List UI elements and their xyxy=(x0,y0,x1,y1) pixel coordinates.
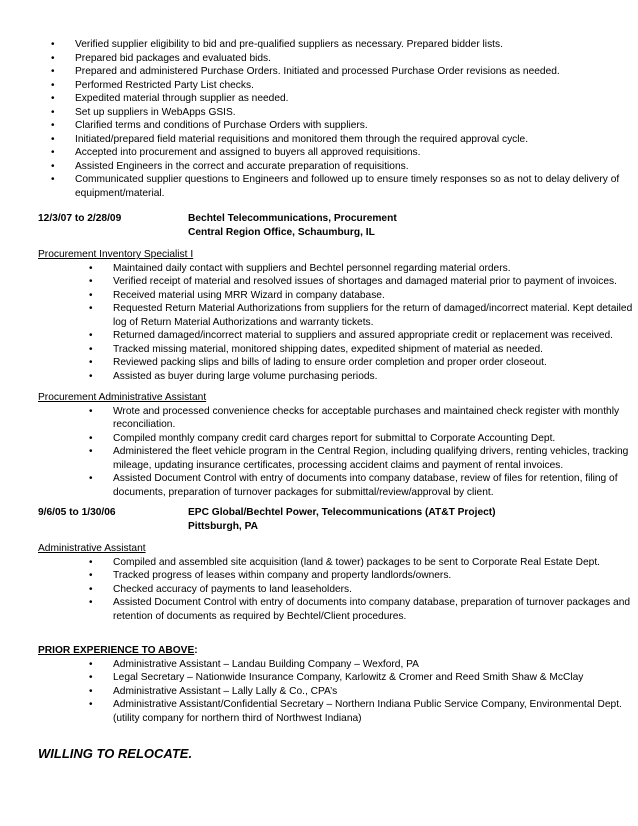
bullet-icon: • xyxy=(89,597,93,608)
list-item: • Assisted Engineers in the correct and accurate preparation of requisitions. xyxy=(51,160,409,172)
role-duties-list xyxy=(89,556,638,624)
bullet-icon: • xyxy=(89,446,93,457)
bullet-icon: • xyxy=(89,370,93,382)
bullet-icon: • xyxy=(89,405,93,417)
bullet-icon: • xyxy=(51,147,55,158)
list-item: • Returned damaged/incorrect material to suppliers and assured appropriate credit or replacement was received. xyxy=(89,330,614,341)
list-item: • Administrative Assistant/Confidential Secretary – Northern Indiana Public Service Company, Environmental Dept. (utility company for northern third of Northwest Indiana) xyxy=(89,699,622,724)
bullet-icon: • xyxy=(89,343,93,355)
list-item: • Accepted into procurement and assigned to buyers all approved requisitions. xyxy=(51,147,421,158)
list-item: • Tracked progress of leases within company and property landlords/owners. xyxy=(89,570,452,581)
bullet-icon: • xyxy=(51,120,55,131)
bullet-icon: • xyxy=(51,66,55,77)
bullet-icon: • xyxy=(89,685,93,697)
role-duties-list xyxy=(89,405,638,500)
list-item: • Reviewed packing slips and bills of lading to ensure order completion and proper order closeout. xyxy=(89,357,547,368)
bullet-icon: • xyxy=(89,658,93,670)
list-item: • Maintained daily contact with suppliers and Bechtel personnel regarding material orders. xyxy=(89,262,511,274)
list-item: • Verified receipt of material and resolved issues of shortages and damaged material prior to payment of invoices. xyxy=(89,276,617,287)
role-title: Procurement Administrative Assistant xyxy=(38,392,207,403)
list-item: • Prepared bid packages and evaluated bids. xyxy=(51,52,271,64)
bullet-icon: • xyxy=(51,52,55,64)
bullet-icon: • xyxy=(89,699,93,710)
bullet-icon: • xyxy=(89,289,93,301)
bullet-icon: • xyxy=(89,303,93,314)
role-title: Administrative Assistant xyxy=(38,543,146,554)
job-dates: 9/6/05 to 1/30/06 xyxy=(38,507,116,518)
bullet-icon: • xyxy=(89,262,93,274)
list-item: • Checked accuracy of payments to land leaseholders. xyxy=(89,583,352,595)
list-item: • Assisted Document Control with entry of documents into company database, review of files for retention, filing of documents, preparation of turnover packages for submittal/review/approval by client. xyxy=(89,473,618,498)
bullet-icon: • xyxy=(89,570,93,581)
role-procurement-admin-assistant xyxy=(38,391,629,499)
prior-experience-list xyxy=(89,658,638,726)
role-title: Procurement Inventory Specialist I xyxy=(38,249,194,260)
bullet-icon: • xyxy=(89,672,93,683)
job-organization: Bechtel Telecommunications, Procurement Central Region Office, Schaumburg, IL xyxy=(188,213,397,238)
prior-experience-heading: PRIOR EXPERIENCE TO ABOVE: xyxy=(38,645,198,656)
role-duties-list xyxy=(89,262,638,384)
list-item: • Assisted Document Control with entry of documents into company database, preparation of turnover packages and retention of documents as required by Bechtel/Client procedures. xyxy=(89,597,631,622)
bullet-icon: • xyxy=(51,106,55,118)
list-item: • Tracked missing material, monitored shipping dates, expedited shipment of material as needed. xyxy=(89,343,543,355)
list-item: • Initiated/prepared field material requisitions and monitored them through the required approval cycle. xyxy=(51,133,529,145)
bullet-icon: • xyxy=(51,79,55,91)
list-item: • Legal Secretary – Nationwide Insurance Company, Karlowitz & Cromer and Reed Smith Shaw & McClay xyxy=(89,672,584,683)
list-item: • Verified supplier eligibility to bid and pre-qualified suppliers as necessary. Prepared bidder lists. xyxy=(51,39,503,50)
list-item: • Received material using MRR Wizard in company database. xyxy=(89,289,385,301)
bullet-icon: • xyxy=(51,133,55,145)
prior-experience-section xyxy=(38,644,623,725)
bullet-icon: • xyxy=(89,357,93,368)
bullet-icon: • xyxy=(89,432,93,444)
role-procurement-inventory-specialist xyxy=(38,248,633,383)
list-item: • Wrote and processed convenience checks for acceptable purchases and maintained check register with monthly reconciliation. xyxy=(89,405,620,430)
job-dates: 12/3/07 to 2/28/09 xyxy=(38,213,122,224)
list-item: • Assisted as buyer during large volume purchasing periods. xyxy=(89,370,378,382)
bullet-icon: • xyxy=(89,583,93,595)
relocation-statement: WILLING TO RELOCATE. xyxy=(38,746,193,761)
list-item: • Administrative Assistant – Landau Building Company – Wexford, PA xyxy=(89,658,419,670)
list-item: • Performed Restricted Party List checks. xyxy=(51,79,254,91)
list-item: • Prepared and administered Purchase Orders. Initiated and processed Purchase Order revisions as needed. xyxy=(51,66,560,77)
bullet-icon: • xyxy=(51,174,55,185)
bullet-icon: • xyxy=(89,330,93,341)
job-organization: EPC Global/Bechtel Power, Telecommunications (AT&T Project) Pittsburgh, PA xyxy=(188,507,496,532)
list-item: • Administered the fleet vehicle program in the Central Region, including qualifying drivers, renting vehicles, tracking mileage, updating insurance certificates, processing accident claims and payment of rental invoices. xyxy=(89,446,629,471)
list-item: • Communicated supplier questions to Engineers and followed up to ensure timely responses so as not to delay delivery of equipment/material. xyxy=(51,174,620,199)
list-item: • Requested Return Material Authorizations from suppliers for the return of damaged/incorrect material. Kept detailed log of Return Material Authorizations and warranty tickets. xyxy=(89,303,633,328)
list-item: • Compiled and assembled site acquisition (land & tower) packages to be sent to Corporate Real Estate Dept. xyxy=(89,556,601,568)
bullet-icon: • xyxy=(51,160,55,172)
list-item: • Set up suppliers in WebApps GSIS. xyxy=(51,106,236,118)
bullet-icon: • xyxy=(89,556,93,568)
bullet-icon: • xyxy=(51,93,55,104)
bullet-icon: • xyxy=(89,473,93,484)
list-item: • Compiled monthly company credit card charges report for submittal to Corporate Accounting Dept. xyxy=(89,432,556,444)
bullet-icon: • xyxy=(51,39,55,50)
bullet-icon: • xyxy=(89,276,93,287)
list-item: • Administrative Assistant – Lally Lally & Co., CPA’s xyxy=(89,685,338,697)
list-item: • Clarified terms and conditions of Purchase Orders with suppliers. xyxy=(51,120,368,131)
list-item: • Expedited material through supplier as needed. xyxy=(51,93,289,104)
role-administrative-assistant xyxy=(38,542,631,623)
duties-list xyxy=(51,38,620,200)
